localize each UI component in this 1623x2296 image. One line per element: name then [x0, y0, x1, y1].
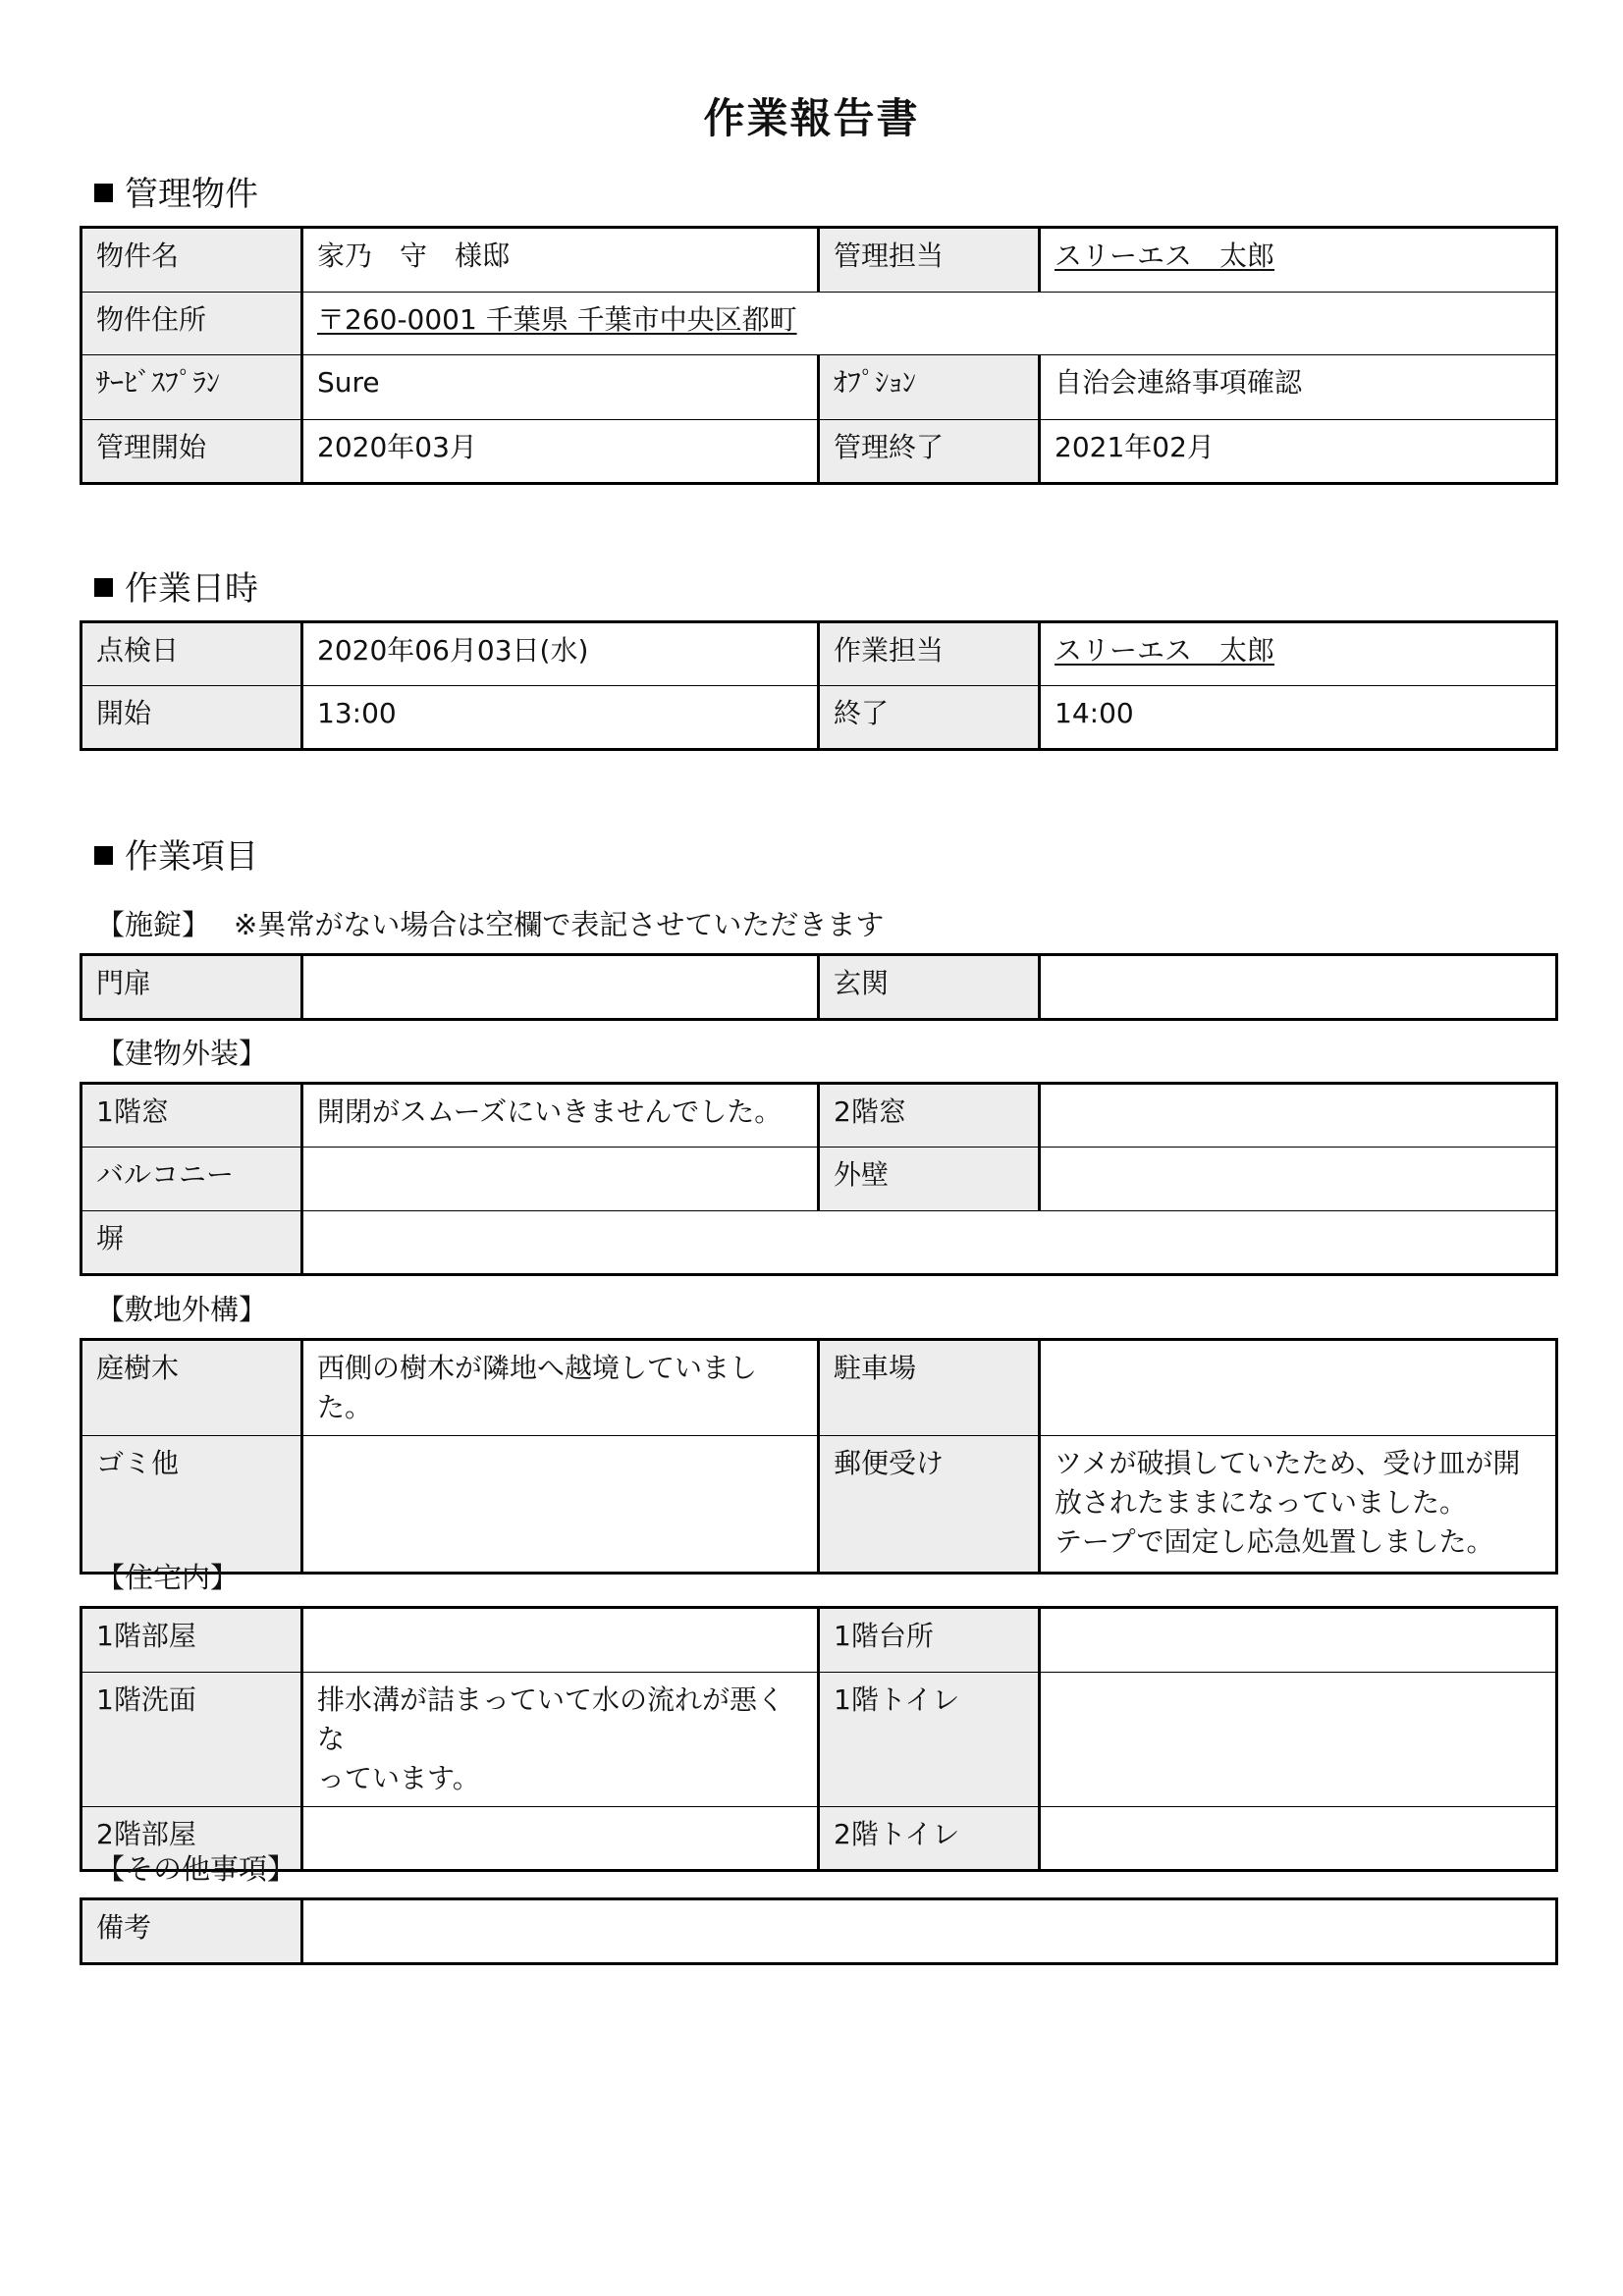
balcony-label: バルコニー: [81, 1148, 302, 1211]
property-name-label: 物件名: [81, 228, 302, 293]
other-subheading: 【その他事項】: [96, 1852, 297, 1886]
room1-value: [302, 1608, 819, 1673]
datetime-table: [80, 620, 1558, 751]
fence-value: [302, 1211, 1557, 1275]
locking-note: ※異常がない場合は空欄で表記させていただきます: [234, 908, 885, 941]
work-start-value: 13:00: [302, 686, 819, 750]
square-bullet-icon: [94, 578, 113, 597]
parking-value: [1040, 1340, 1557, 1436]
gate-value: [302, 955, 819, 1020]
trash-label: ゴミ他: [81, 1436, 302, 1574]
garden-trees-value: 西側の樹木が隣地へ越境していました。: [302, 1340, 819, 1436]
work-end-value: 14:00: [1040, 686, 1557, 750]
inspection-date-label: 点検日: [81, 622, 302, 686]
square-bullet-icon: [94, 846, 113, 865]
address-link[interactable]: 〒260-0001 千葉県 千葉市中央区都町: [317, 303, 797, 336]
inspection-date-value: 2020年06月03日(水): [302, 622, 819, 686]
gate-label: 門扉: [81, 955, 302, 1020]
manager-value: [1040, 228, 1557, 293]
management-start-label: 管理開始: [81, 420, 302, 484]
exterior-table: [80, 1082, 1558, 1276]
management-end-value: 2021年02月: [1040, 420, 1557, 484]
window2-label: 2階窓: [819, 1084, 1040, 1148]
exterior-subheading: 【建物外装】: [96, 1037, 268, 1070]
fence-label: 塀: [81, 1211, 302, 1275]
address-value: [302, 293, 1557, 355]
kitchen1-label: 1階台所: [819, 1608, 1040, 1673]
section-heading-items: 作業項目: [94, 829, 258, 878]
window1-label: 1階窓: [81, 1084, 302, 1148]
outer-wall-value: [1040, 1148, 1557, 1211]
manager-label: 管理担当: [819, 228, 1040, 293]
mailbox-value: ツメが破損していたため、受け皿が開 放されたままになっていました。 テープで固定し応急処置しました。: [1040, 1436, 1557, 1574]
option-value: 自治会連絡事項確認: [1040, 355, 1557, 420]
window2-value: [1040, 1084, 1557, 1148]
interior-subheading: 【住宅内】: [96, 1561, 240, 1594]
entrance-value: [1040, 955, 1557, 1020]
remarks-value: [302, 1899, 1557, 1964]
staff-label: 作業担当: [819, 622, 1040, 686]
entrance-label: 玄関: [819, 955, 1040, 1020]
address-label: 物件住所: [81, 293, 302, 355]
square-bullet-icon: [94, 184, 113, 202]
balcony-value: [302, 1148, 819, 1211]
outer-wall-label: 外壁: [819, 1148, 1040, 1211]
trash-value: [302, 1436, 819, 1574]
work-end-label: 終了: [819, 686, 1040, 750]
interior-table: [80, 1606, 1558, 1872]
management-end-label: 管理終了: [819, 420, 1040, 484]
room2-label: 2階部屋: [81, 1807, 302, 1871]
parking-label: 駐車場: [819, 1340, 1040, 1436]
garden-trees-label: 庭樹木: [81, 1340, 302, 1436]
property-table: [80, 226, 1558, 485]
washroom1-label: 1階洗面: [81, 1673, 302, 1807]
toilet1-value: [1040, 1673, 1557, 1807]
locking-table: [80, 953, 1558, 1021]
work-start-label: 開始: [81, 686, 302, 750]
window1-value: 開閉がスムーズにいきませんでした。: [302, 1084, 819, 1148]
property-name-value: 家乃 守 様邸: [302, 228, 819, 293]
manager-link[interactable]: スリーエス 太郎: [1055, 240, 1275, 272]
section-heading-property: 管理物件: [94, 167, 258, 215]
grounds-subheading: 【敷地外構】: [96, 1293, 268, 1326]
management-start-value: 2020年03月: [302, 420, 819, 484]
section-heading-datetime: 作業日時: [94, 561, 258, 610]
toilet2-label: 2階トイレ: [819, 1807, 1040, 1871]
washroom1-value: 排水溝が詰まっていて水の流れが悪くな っています。: [302, 1673, 819, 1807]
service-plan-label: ｻｰﾋﾞｽﾌﾟﾗﾝ: [81, 355, 302, 420]
toilet1-label: 1階トイレ: [819, 1673, 1040, 1807]
staff-value: [1040, 622, 1557, 686]
service-plan-value: Sure: [302, 355, 819, 420]
grounds-table: [80, 1338, 1558, 1575]
mailbox-label: 郵便受け: [819, 1436, 1040, 1574]
other-table: [80, 1897, 1558, 1965]
option-label: ｵﾌﾟｼｮﾝ: [819, 355, 1040, 420]
locking-subheading: 【施錠】 ※異常がない場合は空欄で表記させていただきます: [96, 908, 885, 941]
remarks-label: 備考: [81, 1899, 302, 1964]
page-title: 作業報告書: [703, 94, 920, 142]
room1-label: 1階部屋: [81, 1608, 302, 1673]
kitchen1-value: [1040, 1608, 1557, 1673]
room2-value: [302, 1807, 819, 1871]
toilet2-value: [1040, 1807, 1557, 1871]
staff-link[interactable]: スリーエス 太郎: [1055, 634, 1275, 667]
